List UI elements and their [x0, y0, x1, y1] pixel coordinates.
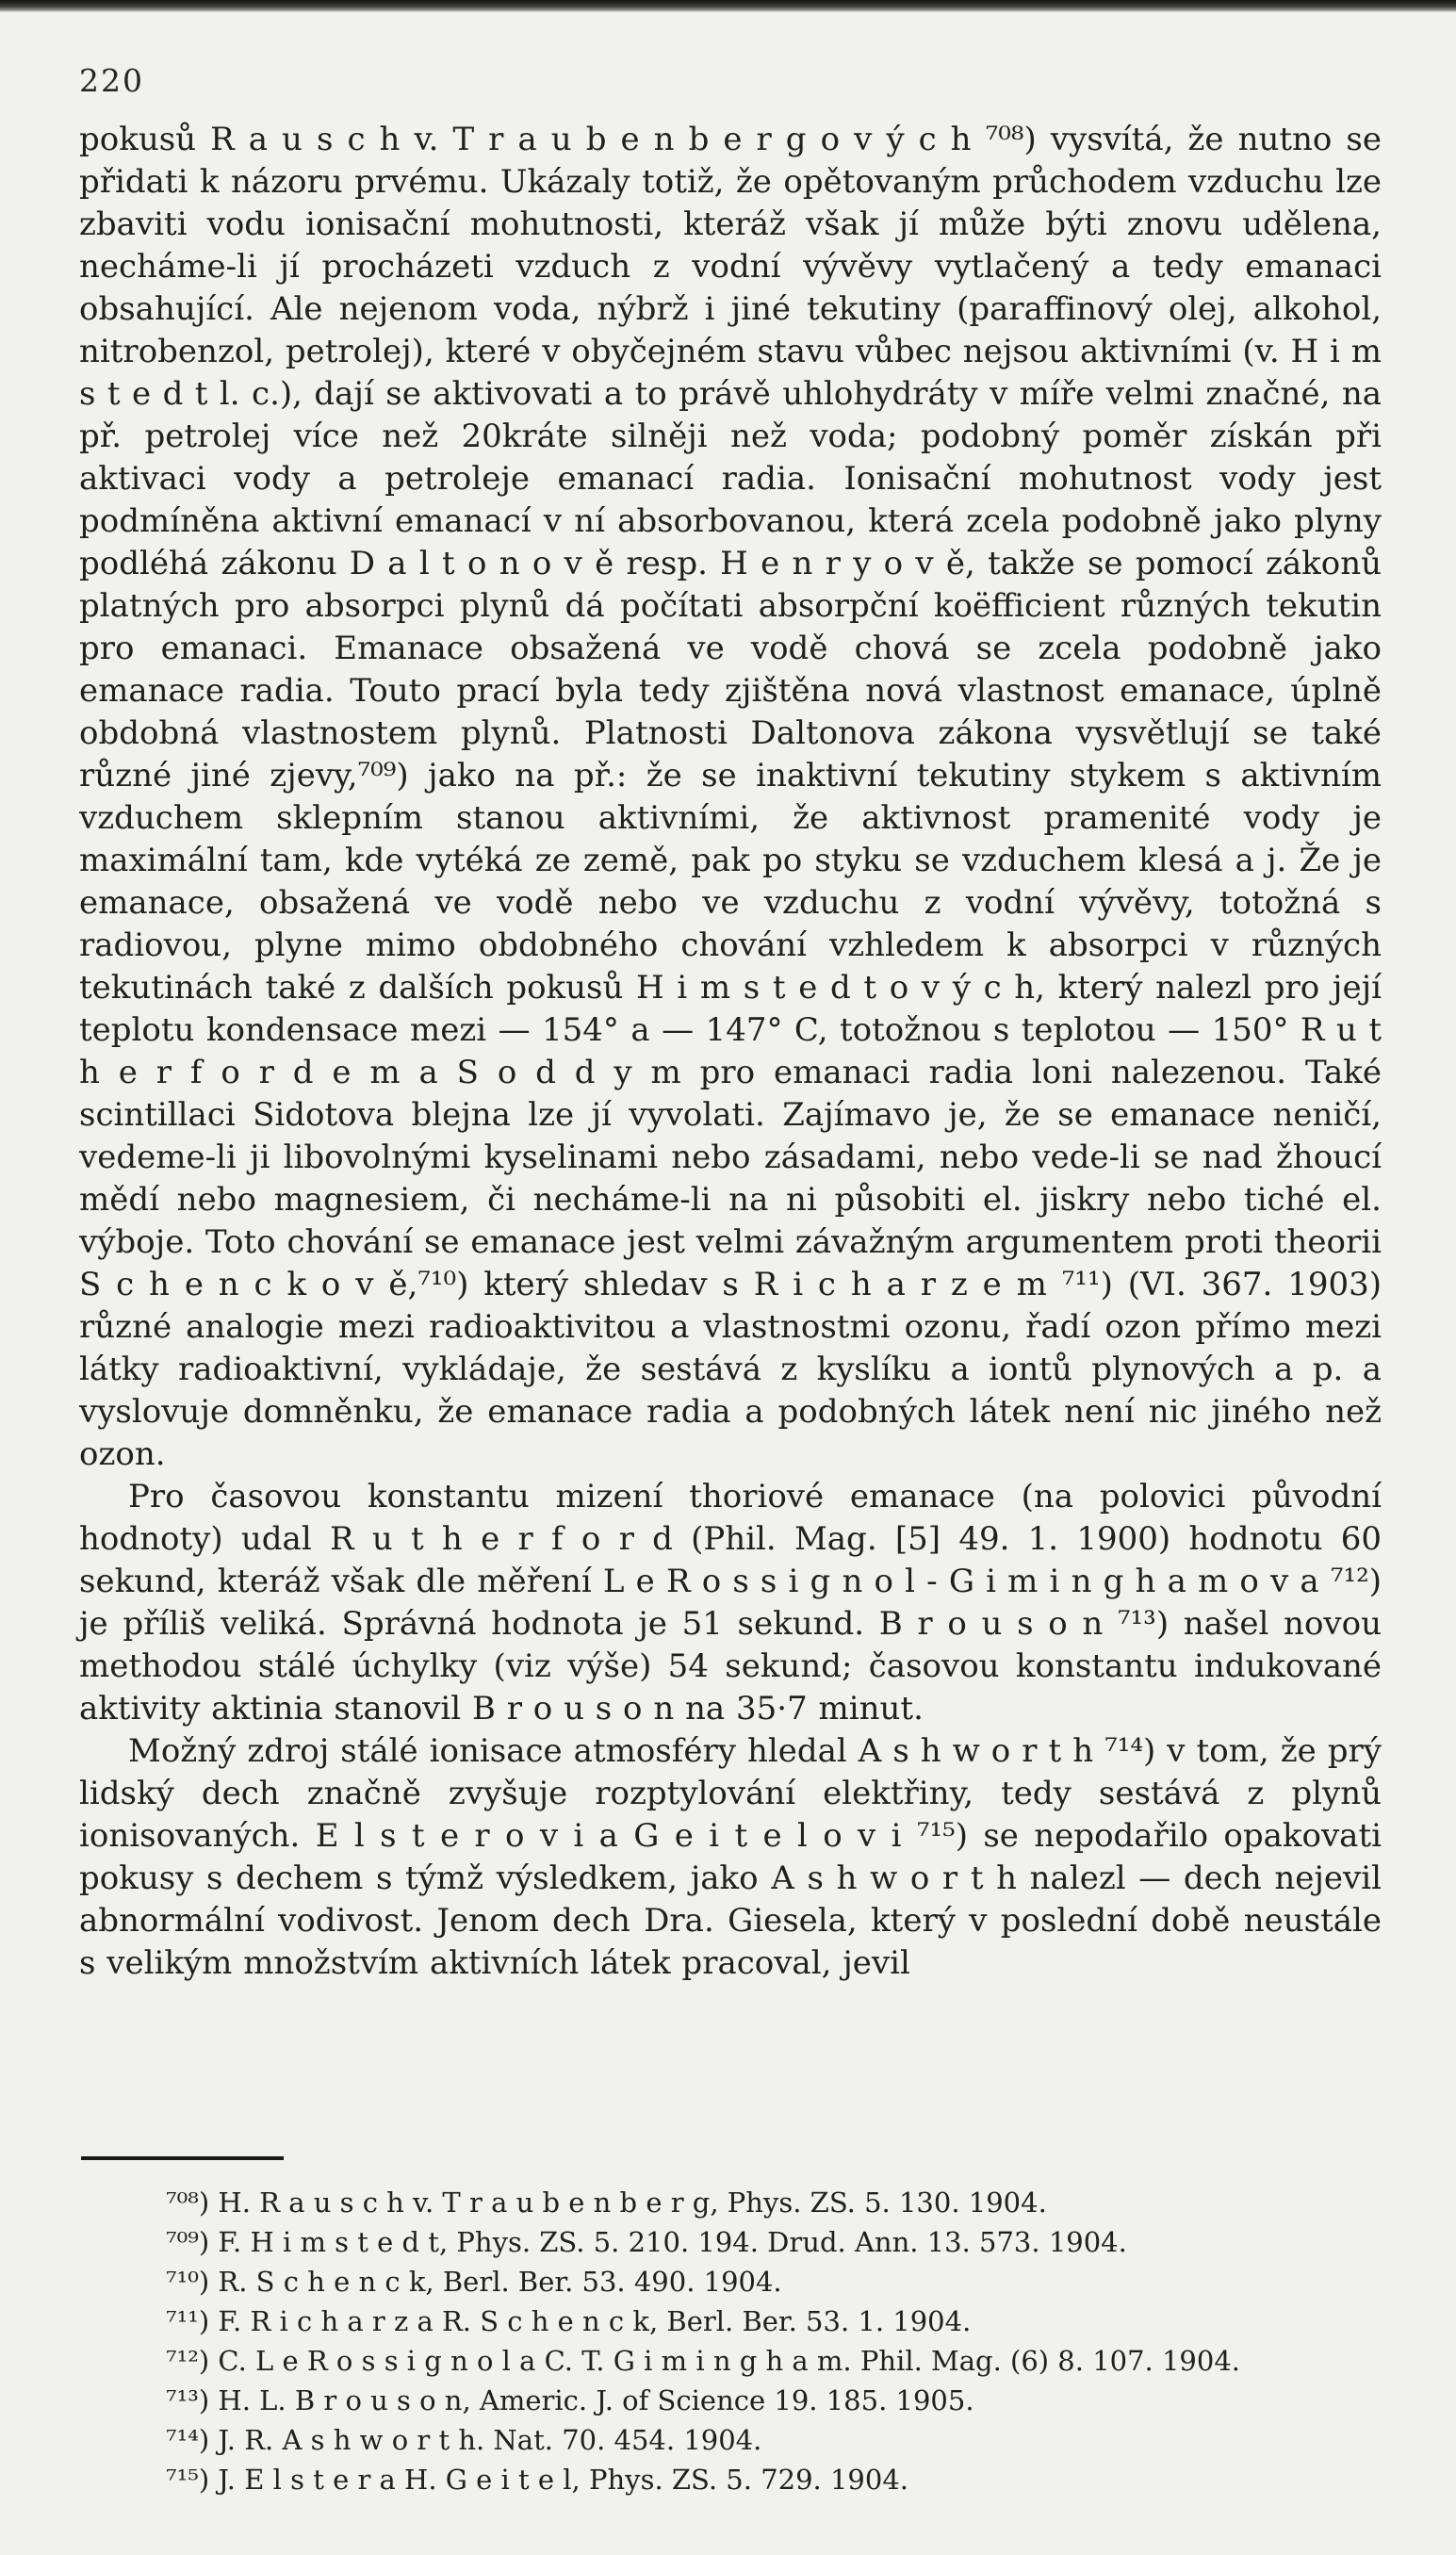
footnote-714: ⁷¹⁴) J. R. A s h w o r t h. Nat. 70. 454. 1904.	[166, 2424, 762, 2456]
paragraph-continuation: pokusů R a u s c h v. T r a u b e n b e r g o v ý c h ⁷⁰⁸) vysvítá, že nutno se přidati k názoru prvému. Ukázaly totiž, že opětovaným průchodem vzduchu lze zbaviti vodu ionisační mohutnosti, kteráž však jí může býti znovu udělena, necháme-li jí procházeti vzduch z vodní vývěvy vytlačený a tedy emanaci obsahující. Ale nejenom voda, nýbrž i jiné tekutiny (paraffinový olej, alkohol, nitrobenzol, petrolej), které v obyčejném stavu vůbec nejsou aktivními (v. H i m s t e d t l. c.), dají se aktivovati a to právě uhlohydráty v míře velmi značné, na př. petrolej více než 20kráte silněji než voda; podobný poměr získán při aktivaci vody a petroleje emanací radia. Ionisační mohutnost vody jest podmíněna aktivní emanací v ní absorbovanou, která zcela podobně jako plyny podléhá zákonu D a l t o n o v ě resp. H e n r y o v ě, takže se pomocí zákonů platných pro absorpci plynů dá počítati absorpční koëfficient různých tekutin pro emanaci. Emanace obsažená ve vodě chová se zcela podobně jako emanace radia. Touto prací byla tedy zjištěna nová vlastnost emanace, úplně obdobná vlastnostem plynů. Platnosti Daltonova zákona vysvětlují se také různé jiné zjevy,⁷⁰⁹) jako na př.: že se inaktivní tekutiny stykem s aktivním vzduchem sklepním stanou aktivními, že aktivnost pramenité vody je maximální tam, kde vytéká ze země, pak po styku se vzduchem klesá a j. Že je emanace, obsažená ve vodě nebo ve vzduchu z vodní vývěvy, totožná s radiovou, plyne mimo obdobného chování vzhledem k absorpci v různých tekutinách také z dalších pokusů H i m s t e d t o v ý c h, který nalezl pro její teplotu kondensace mezi — 154° a — 147° C, totožnou s teplotou — 150° R u t h e r f o r d e m a S o d d y m pro emanaci radia loni nalezenou. Také scintillaci Sidotova blejna lze jí vyvolati. Zajímavo je, že se emanace neničí, vedeme-li ji libovolnými kyselinami nebo zásadami, nebo vede-li se nad žhoucí mědí nebo magnesiem, či necháme-li na ni působiti el. jiskry nebo tiché el. výboje. Toto chování se emanace jest velmi závažným argumentem proti theorii S c h e n c k o v ě,⁷¹⁰) který shledav s R i c h a r z e m ⁷¹¹) (VI. 367. 1903) různé analogie mezi radioaktivitou a vlastnostmi ozonu, řadí ozon přímo mezi látky radioaktivní, vykládaje, že sestává z kyslíku a iontů plynových a p. a vyslovuje domněnku, že emanace radia a podobných látek není nic jiného než ozon.	[79, 121, 1382, 1473]
footnote-712: ⁷¹²) C. L e R o s s i g n o l a C. T. G i m i n g h a m. Phil. Mag. (6) 8. 107. 1904.	[166, 2345, 1241, 2377]
paragraph-atmosphere-ionisation: Možný zdroj stálé ionisace atmosféry hledal A s h w o r t h ⁷¹⁴) v tom, že prý lidský dech značně zvyšuje rozptylování elektřiny, tedy sestává z plynů ionisovaných. E l s t e r o v i a G e i t e l o v i ⁷¹⁵) se nepodařilo opakovati pokusy s dechem s týmž výsledkem, jako A s h w o r t h nalezl — dech nejevil abnormální vodivost. Jenom dech Dra. Giesela, který v poslední době neustále s velikým množstvím aktivních látek pracoval, jevil	[79, 1732, 1382, 1982]
footnote-715: ⁷¹⁵) J. E l s t e r a H. G e i t e l, Phys. ZS. 5. 729. 1904.	[166, 2464, 908, 2496]
footnote-708: ⁷⁰⁸) H. R a u s c h v. T r a u b e n b e r g, Phys. ZS. 5. 130. 1904.	[166, 2186, 1047, 2219]
scan-edge-top	[0, 0, 1456, 12]
page-number: 220	[79, 62, 144, 99]
footnote-709: ⁷⁰⁹) F. H i m s t e d t, Phys. ZS. 5. 210. 194. Drud. Ann. 13. 573. 1904.	[166, 2226, 1127, 2258]
body-text	[79, 119, 1382, 1985]
footnote-711: ⁷¹¹) F. R i c h a r z a R. S c h e n c k, Berl. Ber. 53. 1. 1904.	[166, 2305, 972, 2337]
paragraph-thorium-emanation: Pro časovou konstantu mizení thoriové emanace (na polovici původní hodnoty) udal R u t h e r f o r d (Phil. Mag. [5] 49. 1. 1900) hodnotu 60 sekund, kteráž však dle měření L e R o s s i g n o l - G i m i n g h a m o v a ⁷¹²) je příliš veliká. Správná hodnota je 51 sekund. B r o u s o n ⁷¹³) našel novou methodou stálé úchylky (viz výše) 54 sekund; časovou konstantu indukované aktivity aktinia stanovil B r o u s o n na 35·7 minut.	[79, 1478, 1382, 1728]
footnotes-section	[79, 2156, 1389, 2499]
footnote-713: ⁷¹³) H. L. B r o u s o n, Americ. J. of Science 19. 185. 1905.	[166, 2384, 974, 2416]
footnote-separator-rule	[81, 2156, 284, 2160]
footnote-710: ⁷¹⁰) R. S c h e n c k, Berl. Ber. 53. 490. 1904.	[166, 2266, 782, 2298]
